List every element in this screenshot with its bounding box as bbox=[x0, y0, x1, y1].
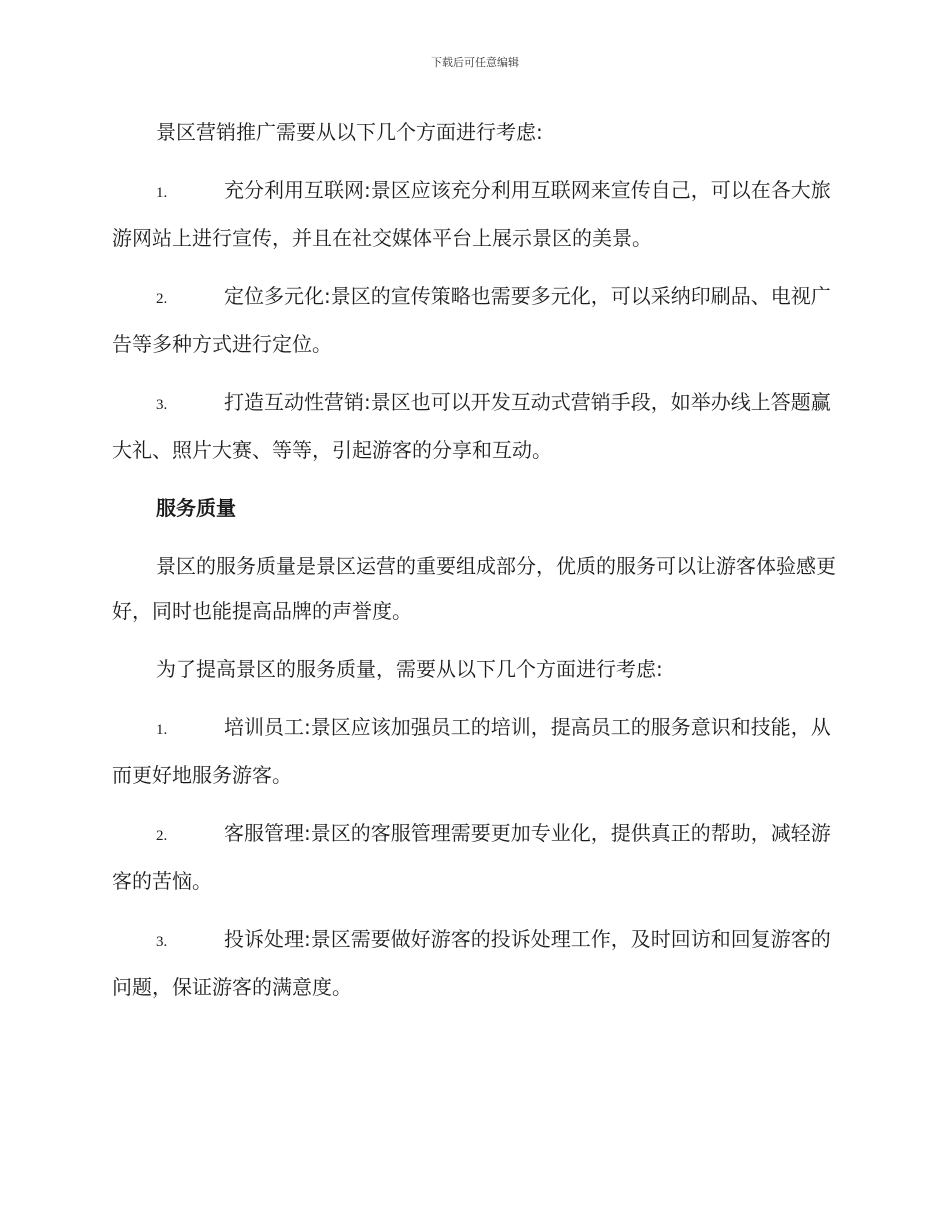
list-number: 1. bbox=[156, 722, 168, 738]
section-heading-service: 服务质量 bbox=[156, 496, 236, 520]
service-intro: 为了提高景区的服务质量，需要从以下几个方面进行考虑: bbox=[156, 657, 663, 681]
list-item-text: 定位多元化:景区的宣传策略也需要多元化，可以采纳印刷品、电视广告等多种方式进行定位。 bbox=[112, 284, 831, 356]
list-item-text: 客服管理:景区的客服管理需要更加专业化，提供真正的帮助，减轻游客的苦恼。 bbox=[112, 821, 831, 893]
page-header-note: 下载后可任意编辑 bbox=[431, 56, 519, 69]
marketing-item-2 bbox=[112, 274, 838, 367]
document-body bbox=[112, 110, 838, 1010]
list-number: 1. bbox=[156, 185, 168, 201]
list-item-text: 充分利用互联网:景区应该充分利用互联网来宣传自己，可以在各大旅游网站上进行宣传，并且在社交媒体平台上展示景区的美景。 bbox=[112, 178, 831, 250]
list-number: 3. bbox=[156, 397, 168, 413]
list-item-text: 培训员工:景区应该加强员工的培训，提高员工的服务意识和技能，从而更好地服务游客。 bbox=[112, 715, 831, 787]
marketing-intro: 景区营销推广需要从以下几个方面进行考虑: bbox=[156, 120, 543, 144]
service-paragraph: 景区的服务质量是景区运营的重要组成部分，优质的服务可以让游客体验感更好，同时也能提高品牌的声誉度。 bbox=[112, 554, 836, 623]
list-item-text: 投诉处理:景区需要做好游客的投诉处理工作，及时回访和回复游客的问题，保证游客的满意度。 bbox=[112, 927, 831, 999]
list-item-text: 打造互动性营销:景区也可以开发互动式营销手段，如举办线上答题赢大礼、照片大赛、等等，引起游客的分享和互动。 bbox=[112, 390, 831, 462]
marketing-item-1 bbox=[112, 168, 838, 261]
service-item-2 bbox=[112, 811, 838, 904]
service-item-3 bbox=[112, 917, 838, 1010]
list-number: 2. bbox=[156, 291, 168, 307]
service-item-1 bbox=[112, 705, 838, 798]
list-number: 2. bbox=[156, 828, 168, 844]
marketing-item-3 bbox=[112, 380, 838, 473]
list-number: 3. bbox=[156, 934, 168, 950]
